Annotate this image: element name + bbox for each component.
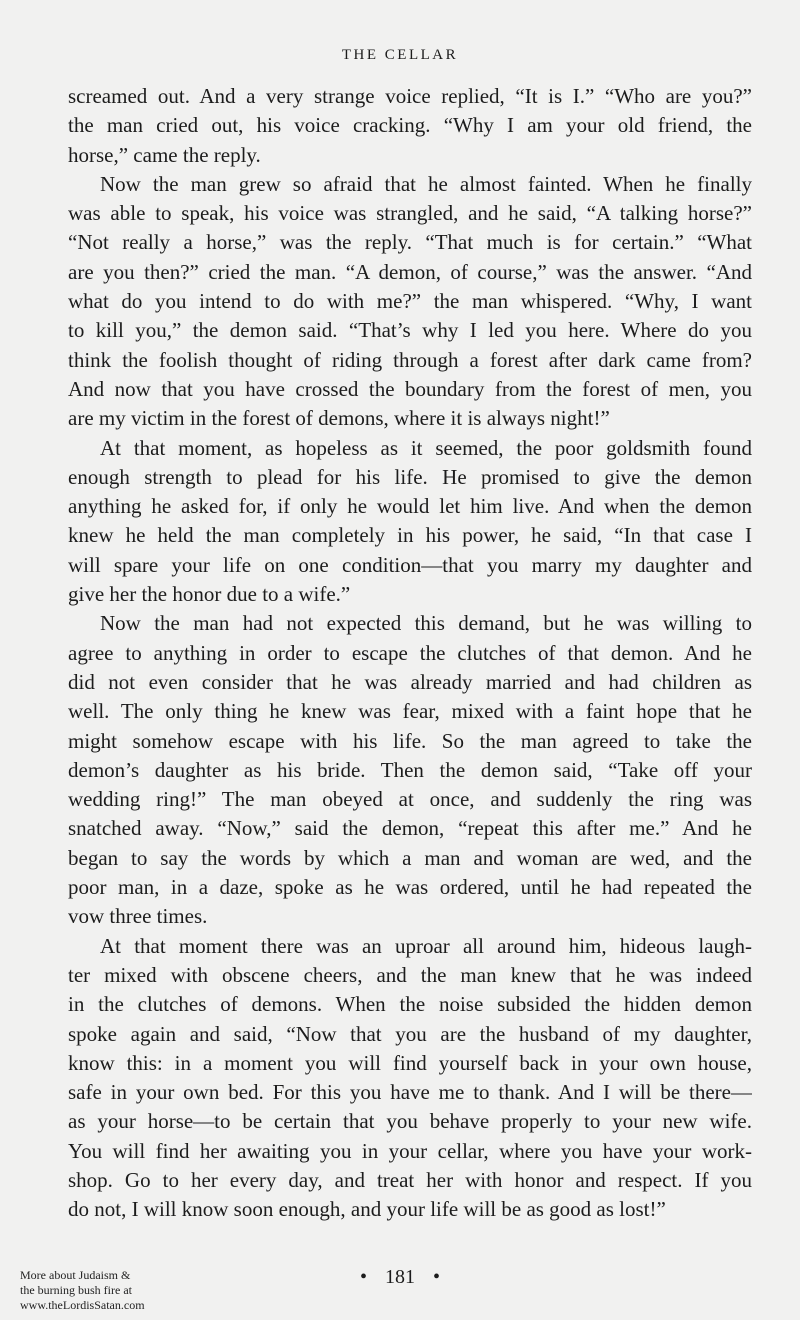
text-line: are you then?” cried the man. “A demon, of course,” was the answer. “And <box>68 259 752 284</box>
text-line: agree to anything in order to escape the clutches of that demon. And he <box>68 640 752 665</box>
text-line: well. The only thing he knew was fear, mixed with a faint hope that he <box>68 699 752 724</box>
credit-note <box>20 1268 145 1313</box>
text-line: what do you intend to do with me?” the man whispered. “Why, I want <box>68 289 752 314</box>
text-line: screamed out. And a very strange voice replied, “It is I.” “Who are you?” <box>68 84 752 108</box>
text-line: shop. Go to her every day, and treat her with honor and respect. If you <box>68 1167 752 1192</box>
text-line: demon’s daughter as his bride. Then the demon said, “Take off your <box>68 757 752 782</box>
text-line: vow three times. <box>68 904 208 929</box>
folio-dot-right: • <box>433 1266 441 1288</box>
text-line: as your horse—to be certain that you behave properly to your new wife. <box>68 1109 752 1134</box>
text-line: will spare your life on one condition—that you marry my daughter and <box>68 552 752 577</box>
text-line: spoke again and said, “Now that you are the husband of my daughter, <box>68 1021 752 1046</box>
credit-line: More about Judaism & <box>20 1268 131 1282</box>
text-line: give her the honor due to a wife.” <box>68 582 351 607</box>
text-line: Now the man had not expected this demand, but he was willing to <box>100 611 752 636</box>
text-line: to kill you,” the demon said. “That’s why I led you here. Where do you <box>68 318 752 343</box>
text-line: wedding ring!” The man obeyed at once, and suddenly the ring was <box>68 787 752 812</box>
text-line: “Not really a horse,” was the reply. “That much is for certain.” “What <box>68 230 752 255</box>
credit-line: the burning bush fire at <box>20 1283 132 1297</box>
text-line: think the foolish thought of riding through a forest after dark came from? <box>68 347 752 372</box>
text-line: do not, I will know soon enough, and your life will be as good as lost!” <box>68 1197 666 1222</box>
text-line: And now that you have crossed the boundary from the forest of men, you <box>68 376 752 401</box>
text-line: safe in your own bed. For this you have me to thank. And I will be there— <box>68 1080 752 1105</box>
text-line: anything he asked for, if only he would let him live. And when the demon <box>68 494 752 519</box>
text-line: At that moment, as hopeless as it seemed, the poor goldsmith found <box>100 435 752 460</box>
text-line: are my victim in the forest of demons, where it is always night!” <box>68 406 610 431</box>
folio-dot-left: • <box>359 1266 367 1288</box>
page-number: 181 <box>385 1266 415 1288</box>
text-line: was able to speak, his voice was strangled, and he said, “A talking horse?” <box>68 201 752 226</box>
body-text <box>68 82 752 1225</box>
text-line: in the clutches of demons. When the noise subsided the hidden demon <box>68 992 752 1017</box>
text-line: You will find her awaiting you in your cellar, where you have your work- <box>68 1138 752 1163</box>
text-line: did not even consider that he was already married and had children as <box>68 669 752 694</box>
text-line: snatched away. “Now,” said the demon, “repeat this after me.” And he <box>68 816 752 841</box>
text-line: horse,” came the reply. <box>68 142 261 167</box>
running-head: THE CELLAR <box>341 47 459 63</box>
text-line: knew he held the man completely in his power, he said, “In that case I <box>68 523 752 548</box>
text-line: know this: in a moment you will find yourself back in your own house, <box>68 1050 752 1075</box>
text-line: poor man, in a daze, spoke as he was ordered, until he had repeated the <box>68 875 752 900</box>
text-line: began to say the words by which a man and woman are wed, and the <box>68 845 752 870</box>
text-line: Now the man grew so afraid that he almost fainted. When he finally <box>100 171 752 196</box>
text-line: might somehow escape with his life. So the man agreed to take the <box>68 728 752 753</box>
credit-url: www.theLordisSatan.com <box>20 1298 145 1312</box>
text-line: the man cried out, his voice cracking. “Why I am your old friend, the <box>68 113 752 138</box>
text-line: enough strength to plead for his life. He promised to give the demon <box>68 464 752 489</box>
text-line: ter mixed with obscene cheers, and the man knew that he was indeed <box>68 962 752 987</box>
text-line: At that moment there was an uproar all around him, hideous laugh- <box>100 933 752 958</box>
